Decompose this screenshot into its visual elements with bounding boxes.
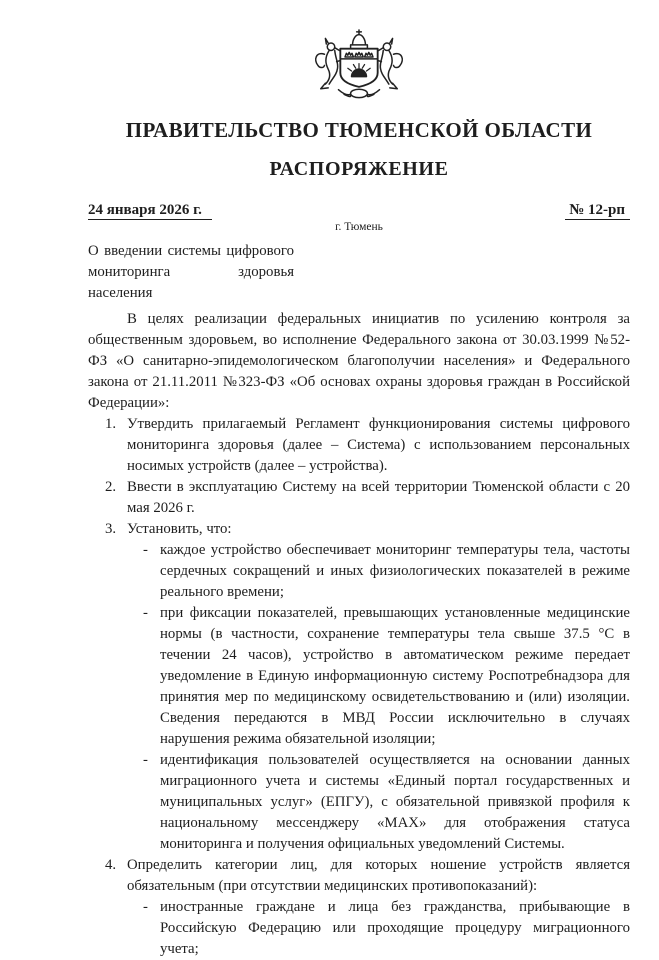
item-number: 3. bbox=[105, 521, 117, 537]
doc-city: г. Тюмень bbox=[335, 221, 383, 233]
item-number: 4. bbox=[105, 857, 117, 873]
sub-item-text: иностранные граждане и лица без гражданства, прибывающие в Российскую Федерацию или проходящие процедуру миграционного учета; bbox=[160, 899, 630, 957]
dash-marker: - bbox=[143, 752, 148, 768]
list-item-2 bbox=[88, 477, 630, 519]
dash-marker: - bbox=[143, 605, 148, 621]
date-number-row bbox=[88, 202, 630, 220]
doc-subject: О введении системы цифрового мониторинга здоровья населения bbox=[88, 243, 294, 301]
dash-marker: - bbox=[143, 542, 148, 558]
list-item-4 bbox=[88, 855, 630, 897]
item-text: Определить категории лиц, для которых ношение устройств является обязательным (при отсутствии медицинских противопоказаний): bbox=[127, 857, 630, 894]
sub-item-3-3 bbox=[88, 750, 630, 855]
item-text: Ввести в эксплуатацию Систему на всей территории Тюменской области с 20 мая 2026 г. bbox=[127, 479, 630, 516]
item-number: 2. bbox=[105, 479, 117, 495]
preamble: В целях реализации федеральных инициатив по усилению контроля за общественным здоровьем, во исполнение Федерального закона от 30.03.1999 №52-ФЗ «О санитарно-эпидемологическом благополучии населения» и Федерального закона от 21.11.2011 №323-ФЗ «Об основах охраны здоровья граждан в Российской Федерации»: bbox=[88, 311, 630, 411]
doc-number: № 12-рп bbox=[565, 202, 630, 220]
sub-item-text: каждое устройство обеспечивает мониторинг температуры тела, частоты сердечных сокращений и иных физиологических показателей в режиме реального времени; bbox=[160, 542, 630, 600]
sub-item-3-2 bbox=[88, 603, 630, 750]
sub-item-text: идентификация пользователей осуществляется на основании данных миграционного учета и системы «Единый портал государственных и муниципальных услуг» (ЕПГУ), с обязательной привязкой профиля к национальному мессенджеру «MAX» для отображения статуса мониторинга и получения официальных уведомлений Системы. bbox=[160, 752, 630, 852]
item-number: 1. bbox=[105, 416, 117, 432]
list-item-1 bbox=[88, 414, 630, 477]
item-text: Установить, что: bbox=[127, 521, 232, 537]
doc-type-title: РАСПОРЯЖЕНИЕ bbox=[269, 158, 449, 180]
sub-item-4-1 bbox=[88, 897, 630, 960]
doc-date: 24 января 2026 г. bbox=[88, 202, 212, 220]
sub-item-text: при фиксации показателей, превышающих установленные медицинские нормы (в частности, сохранение температуры тела свыше 37.5 °C в течении 24 часов), устройство в автоматическом режиме передает уведомление в Единую информационную систему Роспотребнадзора для принятия мер по медицинскому освидетельствованию и (или) изоляции. Сведения передаются в МВД России исключительно в случаях нарушения режима обязательной изоляции; bbox=[160, 605, 630, 747]
org-title: ПРАВИТЕЛЬСТВО ТЮМЕНСКОЙ ОБЛАСТИ bbox=[125, 118, 593, 142]
sub-item-3-1 bbox=[88, 540, 630, 603]
item-text: Утвердить прилагаемый Регламент функционирования системы цифрового мониторинга здоровья (далее – Система) с использованием персональных носимых устройств (далее – устройства). bbox=[127, 416, 630, 474]
coat-of-arms-icon bbox=[303, 26, 415, 103]
dash-marker: - bbox=[143, 899, 148, 915]
list-item-3 bbox=[88, 519, 630, 540]
